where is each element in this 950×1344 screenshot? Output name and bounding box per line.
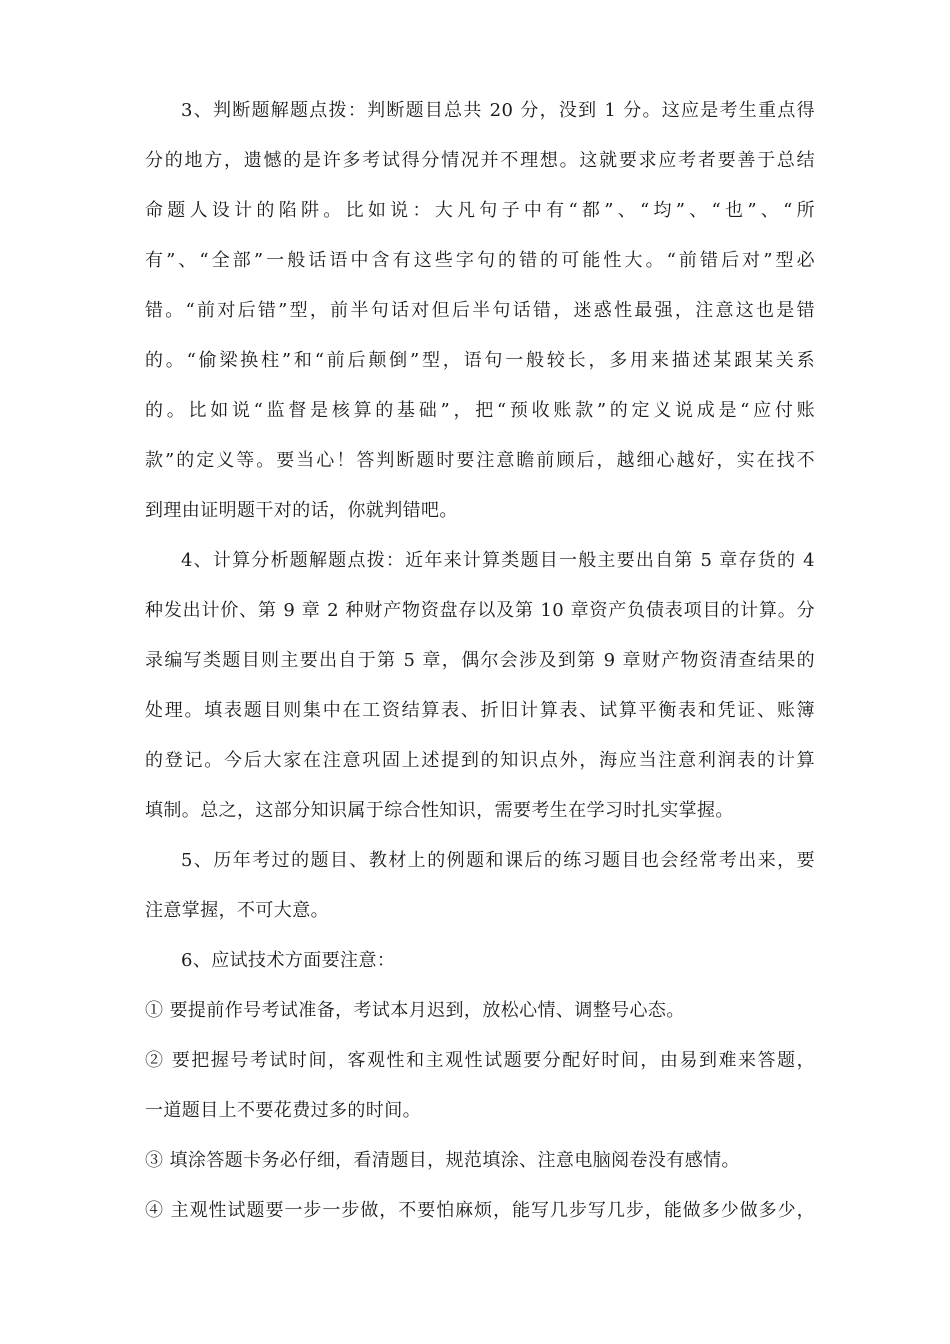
paragraph-3-line-2: 分的地方，遗憾的是许多考试得分情况并不理想。这就要求应考者要善于总结 [145, 150, 815, 171]
paragraph-4-line-1: 4、计算分析题解题点拨：近年来计算类题目一般主要出自第 5 章存货的 4 [181, 550, 815, 571]
paragraph-3-line-7: 的。比如说“监督是核算的基础”，把“预收账款”的定义说成是“应付账 [145, 400, 815, 421]
list-item-2-line-2: 一道题目上不要花费过多的时间。 [145, 1100, 421, 1121]
list-item-4-line-1: ④ 主观性试题要一步一步做，不要怕麻烦，能写几步写几步，能做多少做多少， [145, 1200, 815, 1221]
paragraph-3-line-3: 命题人设计的陷阱。比如说：大凡句子中有“都”、“均”、“也”、“所 [145, 200, 815, 221]
list-item-1: ① 要提前作号考试准备，考试本月迟到，放松心情、调整号心态。 [145, 1000, 685, 1021]
paragraph-6-heading: 6、应试技术方面要注意： [181, 950, 396, 971]
paragraph-3-line-6: 的。“偷梁换柱”和“前后颠倒”型，语句一般较长，多用来描述某跟某关系 [145, 350, 815, 371]
paragraph-4-line-2: 种发出计价、第 9 章 2 种财产物资盘存以及第 10 章资产负债表项目的计算。分 [145, 600, 815, 621]
paragraph-5-line-1: 5、历年考过的题目、教材上的例题和课后的练习题目也会经常考出来，要 [181, 850, 815, 871]
paragraph-4-line-5: 的登记。今后大家在注意巩固上述提到的知识点外，海应当注意利润表的计算 [145, 750, 815, 771]
list-item-3: ③ 填涂答题卡务必仔细，看清题目，规范填涂、注意电脑阅卷没有感情。 [145, 1150, 740, 1171]
paragraph-3-line-1: 3、判断题解题点拨：判断题目总共 20 分，没到 1 分。这应是考生重点得 [181, 100, 815, 121]
paragraph-3-line-5: 错。“前对后错”型，前半句话对但后半句话错，迷惑性最强，注意这也是错 [145, 300, 815, 321]
paragraph-4-line-3: 录编写类题目则主要出自于第 5 章，偶尔会涉及到第 9 章财产物资清查结果的 [145, 650, 815, 671]
paragraph-4-line-4: 处理。填表题目则集中在工资结算表、折旧计算表、试算平衡表和凭证、账簿 [145, 700, 815, 721]
paragraph-5-line-2: 注意掌握，不可大意。 [145, 900, 329, 921]
paragraph-3-line-9: 到理由证明题干对的话，你就判错吧。 [145, 500, 458, 521]
paragraph-3-line-8: 款”的定义等。要当心！答判断题时要注意瞻前顾后，越细心越好，实在找不 [145, 450, 815, 471]
list-item-2-line-1: ② 要把握号考试时间，客观性和主观性试题要分配好时间，由易到难来答题， [145, 1050, 815, 1071]
paragraph-4-line-6: 填制。总之，这部分知识属于综合性知识，需要考生在学习时扎实掌握。 [145, 800, 734, 821]
paragraph-3-line-4: 有”、“全部”一般话语中含有这些字句的错的可能性大。“前错后对”型必 [145, 250, 815, 271]
